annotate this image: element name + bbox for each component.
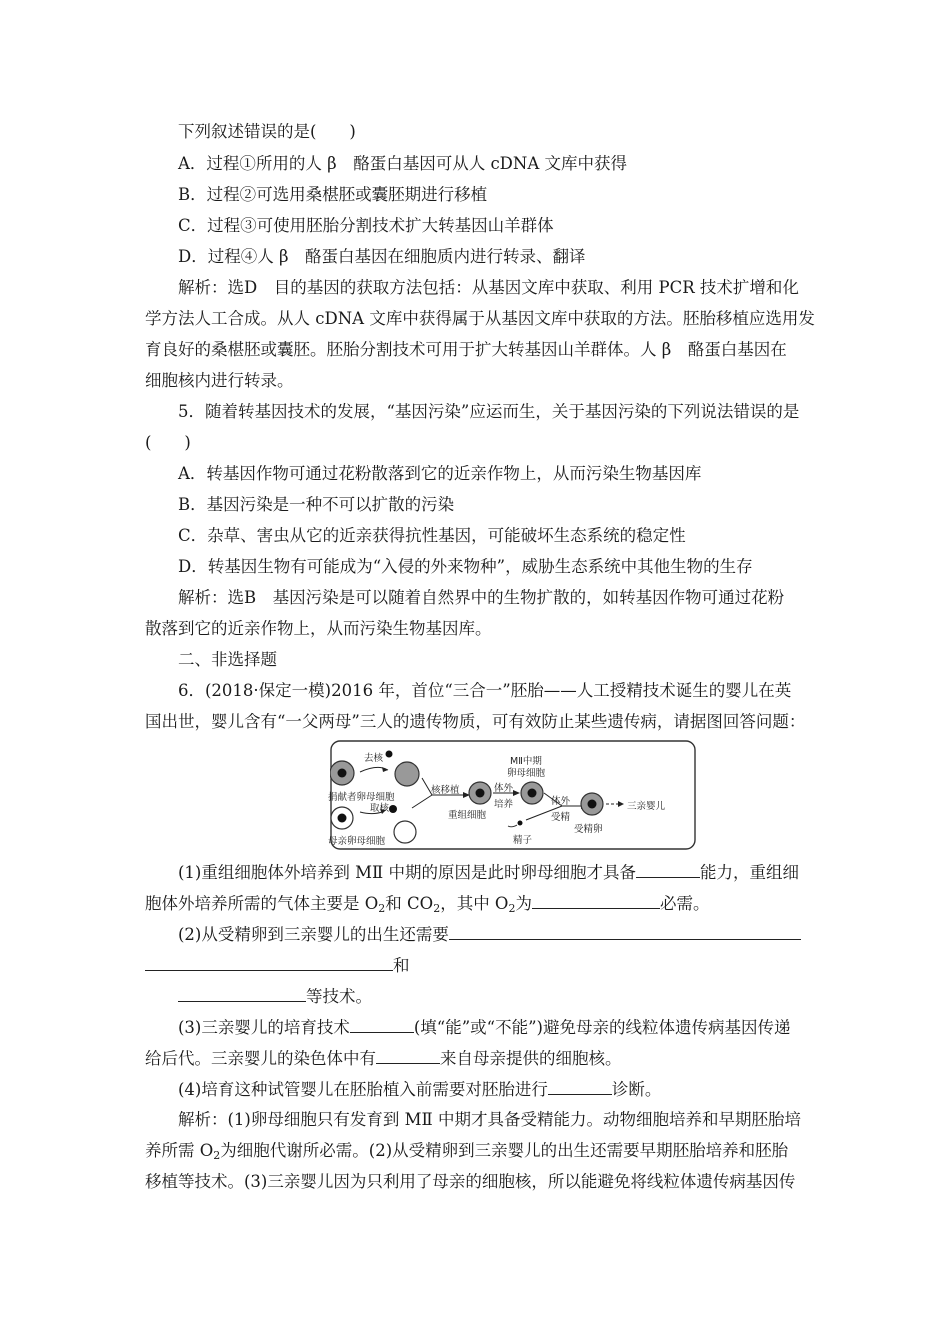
label-culture: 培养: [494, 799, 514, 810]
q6-part2: (2)从受精卵到三亲婴儿的出生还需要: [178, 923, 801, 946]
q5-option-b: B．基因污染是一种不可以扩散的污染: [178, 495, 455, 514]
answer-blank[interactable]: [376, 1047, 440, 1064]
label-mother-egg: 母亲卵母细胞: [328, 836, 386, 847]
q6-stem: 6．(2018·保定一模)2016 年，首位“三合一”胚胎——人工授精技术诞生的婴儿在英: [178, 681, 792, 700]
label-enucleate: 去核: [364, 753, 384, 764]
answer-blank[interactable]: [532, 892, 660, 909]
q6-part1: (1)重组细胞体外培养到 MⅡ 中期的原因是此时卵母细胞才具备 能力，重组细: [178, 863, 799, 882]
q6-analysis-line: 移植等技术。(3)三亲婴儿因为只利用了母亲的细胞核，所以能避免将线粒体遗传病基因传: [145, 1172, 796, 1191]
label-recombinant-cell: 重组细胞: [448, 810, 487, 821]
answer-blank[interactable]: [350, 1016, 414, 1033]
q5-option-a: A．转基因作物可通过花粉散落到它的近亲作物上，从而污染生物基因库: [178, 464, 702, 483]
label-in-vitro-2: 体外: [551, 796, 571, 807]
answer-blank[interactable]: [636, 861, 700, 878]
label-fertilization: 受精: [551, 812, 571, 823]
q5-option-c: C．杂草、害虫从它的近亲获得抗性基因，可能破坏生态系统的稳定性: [178, 526, 686, 545]
label-sperm: 精子: [513, 835, 533, 846]
q4-option-a: A．过程①所用的人 β 酪蛋白基因可从人 cDNA 文库中获得: [178, 154, 628, 173]
diagram-labels: [330, 740, 696, 850]
q5-analysis-line: 解析：选B 基因污染是可以随着自然界中的生物扩散的，如转基因作物可通过花粉: [178, 588, 785, 607]
q5-option-d: D．转基因生物有可能成为“入侵的外来物种”，威胁生态系统中其他生物的生存: [178, 557, 753, 576]
q6-part3-cont: 给后代。三亲婴儿的染色体中有 来自母亲提供的细胞核。: [145, 1049, 622, 1068]
q4-stem: 下列叙述错误的是( ): [178, 122, 356, 141]
q4-analysis-line: 解析：选D 目的基因的获取方法包括：从基因文库中获取、利用 PCR 技术扩增和化: [178, 278, 799, 297]
q4-analysis-line: 学方法人工合成。从人 cDNA 文库中获得属于从基因文库中获取的方法。胚胎移植应选用发: [145, 309, 815, 328]
q5-stem-blank: ( ): [145, 433, 191, 452]
answer-blank[interactable]: [145, 954, 393, 971]
q6-part3: (3)三亲婴儿的培育技术 (填“能”或“不能”)避免母亲的线粒体遗传病基因传递: [178, 1018, 791, 1037]
q5-stem: 5．随着转基因技术的发展，“基因污染”应运而生，关于基因污染的下列说法错误的是: [178, 402, 800, 421]
q6-part4: (4)培育这种试管婴儿在胚胎植入前需要对胚胎进行 诊断。: [178, 1080, 662, 1099]
q5-analysis-line: 散落到它的近亲作物上，从而污染生物基因库。: [145, 619, 492, 638]
q4-option-b: B．过程②可选用桑椹胚或囊胚期进行移植: [178, 185, 488, 204]
label-zygote: 受精卵: [574, 824, 603, 835]
q6-part2-cont: 和: [145, 954, 410, 977]
label-remove-nucleus: 取核: [370, 803, 390, 814]
answer-blank[interactable]: [449, 923, 801, 940]
q4-analysis-line: 育良好的桑椹胚或囊胚。胚胎分割技术可用于扩大转基因山羊群体。人 β 酪蛋白基因在: [145, 340, 787, 359]
label-mii-phase: MⅡ中期: [510, 756, 542, 767]
label-in-vitro: 体外: [494, 783, 514, 794]
q6-part2-cont: 等技术。: [178, 985, 372, 1008]
q4-analysis-line: 细胞核内进行转录。: [145, 371, 294, 390]
label-oocyte: 卵母细胞: [507, 768, 546, 779]
label-nuclear-transfer: 核移植: [431, 785, 460, 796]
label-donor-egg: 捐献者卵母细胞: [328, 792, 395, 803]
q4-option-c: C．过程③可使用胚胎分割技术扩大转基因山羊群体: [178, 216, 554, 235]
q6-stem: 国出世，婴儿含有“一父两母”三人的遗传物质，可有效防止某些遗传病，请据图回答问题：: [145, 712, 806, 731]
label-three-parent-baby: 三亲婴儿: [627, 801, 666, 812]
q4-option-d: D．过程④人 β 酪蛋白基因在细胞质内进行转录、翻译: [178, 247, 586, 266]
answer-blank[interactable]: [178, 985, 306, 1002]
section-title: 二、非选择题: [178, 650, 277, 669]
answer-blank[interactable]: [548, 1078, 612, 1095]
q6-part1-cont: 胞体外培养所需的气体主要是 $O_2$和 $CO_2$，其中 $O_2$为 必需。: [145, 894, 710, 915]
q6-analysis-line: 解析：(1)卵母细胞只有发育到 MⅡ 中期才具备受精能力。动物细胞培养和早期胚胎培: [178, 1110, 801, 1129]
q6-analysis-line: 养所需 $O_2$为细胞代谢所必需。(2)从受精卵到三亲婴儿的出生还需要早期胚胎培养和胚胎: [145, 1141, 789, 1162]
